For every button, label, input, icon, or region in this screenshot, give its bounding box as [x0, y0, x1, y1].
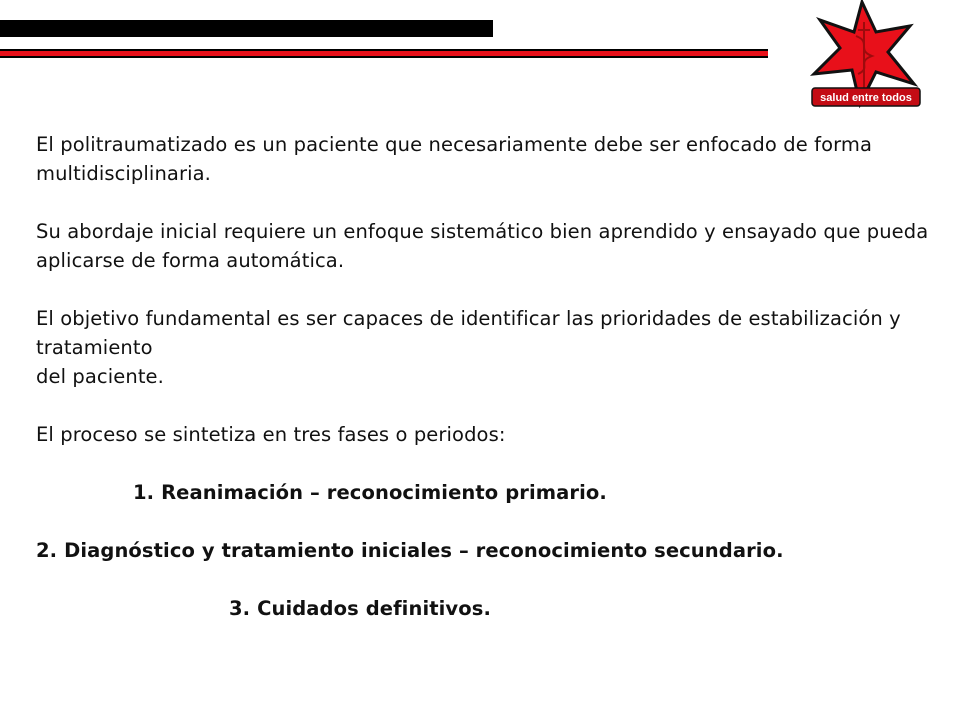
- paragraph-intro: El politraumatizado es un paciente que necesariamente debe ser enfocado de forma multidisciplinaria.: [36, 133, 873, 185]
- top-black-bar: [0, 20, 493, 37]
- star-logo: [800, 0, 930, 112]
- paragraph-objective: El objetivo fundamental es ser capaces de identificar las prioridades de estabilización y tratamiento: [36, 307, 901, 359]
- paragraph-objective-end: del paciente.: [36, 365, 164, 388]
- paragraph-approach: Su abordaje inicial requiere un enfoque sistemático bien aprendido y ensayado que pueda aplicarse de forma automática.: [36, 220, 929, 272]
- paragraph-phases: El proceso se sintetiza en tres fases o periodos:: [36, 423, 506, 446]
- slide-body: [36, 130, 941, 623]
- logo-text: salud entre todos: [820, 92, 912, 104]
- top-red-bar: [0, 49, 768, 58]
- phase-item-3: 3. Cuidados definitivos.: [229, 597, 491, 620]
- star-logo-graphic: [800, 0, 930, 112]
- phase-item-2: 2. Diagnóstico y tratamiento iniciales – reconocimiento secundario.: [36, 539, 784, 562]
- phase-item-1: 1. Reanimación – reconocimiento primario.: [133, 481, 607, 504]
